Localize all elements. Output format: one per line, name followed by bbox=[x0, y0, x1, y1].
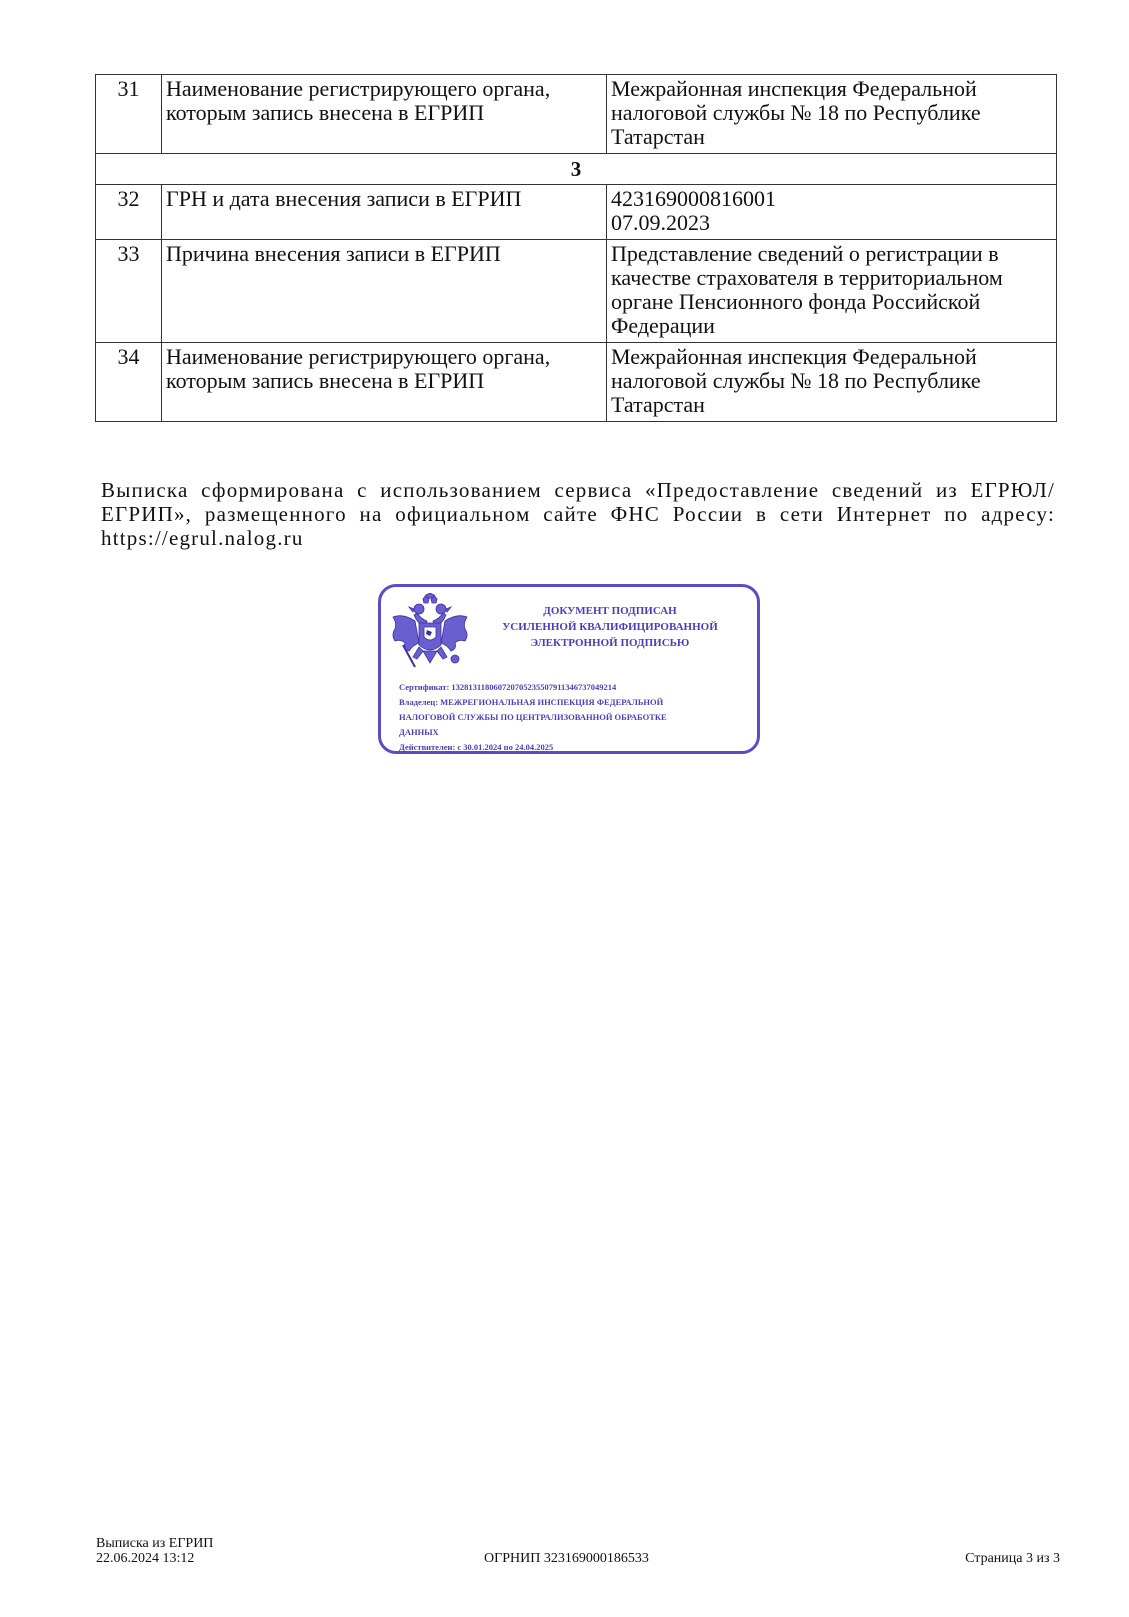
table-row bbox=[96, 343, 1057, 422]
certificate-owner: ДАННЫХ bbox=[399, 727, 439, 737]
footer-doc-title: Выписка из ЕГРИП bbox=[96, 1536, 214, 1551]
stamp-title-line: ЭЛЕКТРОННОЙ ПОДПИСЬЮ bbox=[530, 637, 690, 649]
stamp-title bbox=[481, 603, 739, 651]
row-value: Межрайонная инспекция Федеральной налоговой службы № 18 по Республике Татарстан bbox=[607, 75, 1057, 154]
footer-page-number: Страница 3 из 3 bbox=[965, 1551, 1060, 1566]
row-number: 33 bbox=[96, 240, 162, 343]
electronic-signature-stamp bbox=[378, 584, 760, 754]
footer-doc-info bbox=[96, 1536, 213, 1566]
section-number: 3 bbox=[96, 154, 1057, 185]
certificate-validity: Действителен: с 30.01.2024 по 24.04.2025 bbox=[399, 742, 554, 752]
row-label: Наименование регистрирующего органа, которым запись внесена в ЕГРИП bbox=[162, 75, 607, 154]
footer-ogrnip: ОГРНИП 323169000186533 bbox=[484, 1551, 649, 1566]
row-value: Межрайонная инспекция Федеральной налоговой службы № 18 по Республике Татарстан bbox=[607, 343, 1057, 422]
row-number: 34 bbox=[96, 343, 162, 422]
row-label: Причина внесения записи в ЕГРИП bbox=[162, 240, 607, 343]
certificate-number: Сертификат: 132813118060720705235507911346737049214 bbox=[399, 682, 617, 692]
stamp-certificate-info bbox=[399, 680, 744, 755]
table-row bbox=[96, 185, 1057, 240]
row-label: ГРН и дата внесения записи в ЕГРИП bbox=[162, 185, 607, 240]
row-number: 31 bbox=[96, 75, 162, 154]
row-value: 423169000816001 07.09.2023 bbox=[607, 185, 1057, 240]
row-value: Представление сведений о регистрации в качестве страхователя в территориальном органе Пенсионного фонда Российской Федерации bbox=[607, 240, 1057, 343]
certificate-owner: НАЛОГОВОЙ СЛУЖБЫ ПО ЦЕНТРАЛИЗОВАННОЙ ОБРАБОТКЕ bbox=[399, 712, 667, 722]
row-label: Наименование регистрирующего органа, которым запись внесена в ЕГРИП bbox=[162, 343, 607, 422]
footer-datetime: 22.06.2024 13:12 bbox=[96, 1551, 195, 1566]
table-row bbox=[96, 240, 1057, 343]
certificate-owner: Владелец: МЕЖРЕГИОНАЛЬНАЯ ИНСПЕКЦИЯ ФЕДЕРАЛЬНОЙ bbox=[399, 697, 664, 707]
row-number: 32 bbox=[96, 185, 162, 240]
egrip-records-table bbox=[95, 74, 1057, 422]
double-headed-eagle-emblem-icon bbox=[389, 593, 471, 677]
table-row bbox=[96, 75, 1057, 154]
service-note: Выписка сформирована с использованием сервиса «Предоставление сведений из ЕГРЮЛ/ЕГРИП», размещенного на официальном сайте ФНС России в сети Интернет по адресу: https://egrul.nalog.ru bbox=[101, 478, 1055, 550]
section-header-row bbox=[96, 154, 1057, 185]
stamp-title-line: УСИЛЕННОЙ КВАЛИФИЦИРОВАННОЙ bbox=[502, 621, 718, 633]
stamp-title-line: ДОКУМЕНТ ПОДПИСАН bbox=[543, 605, 677, 617]
